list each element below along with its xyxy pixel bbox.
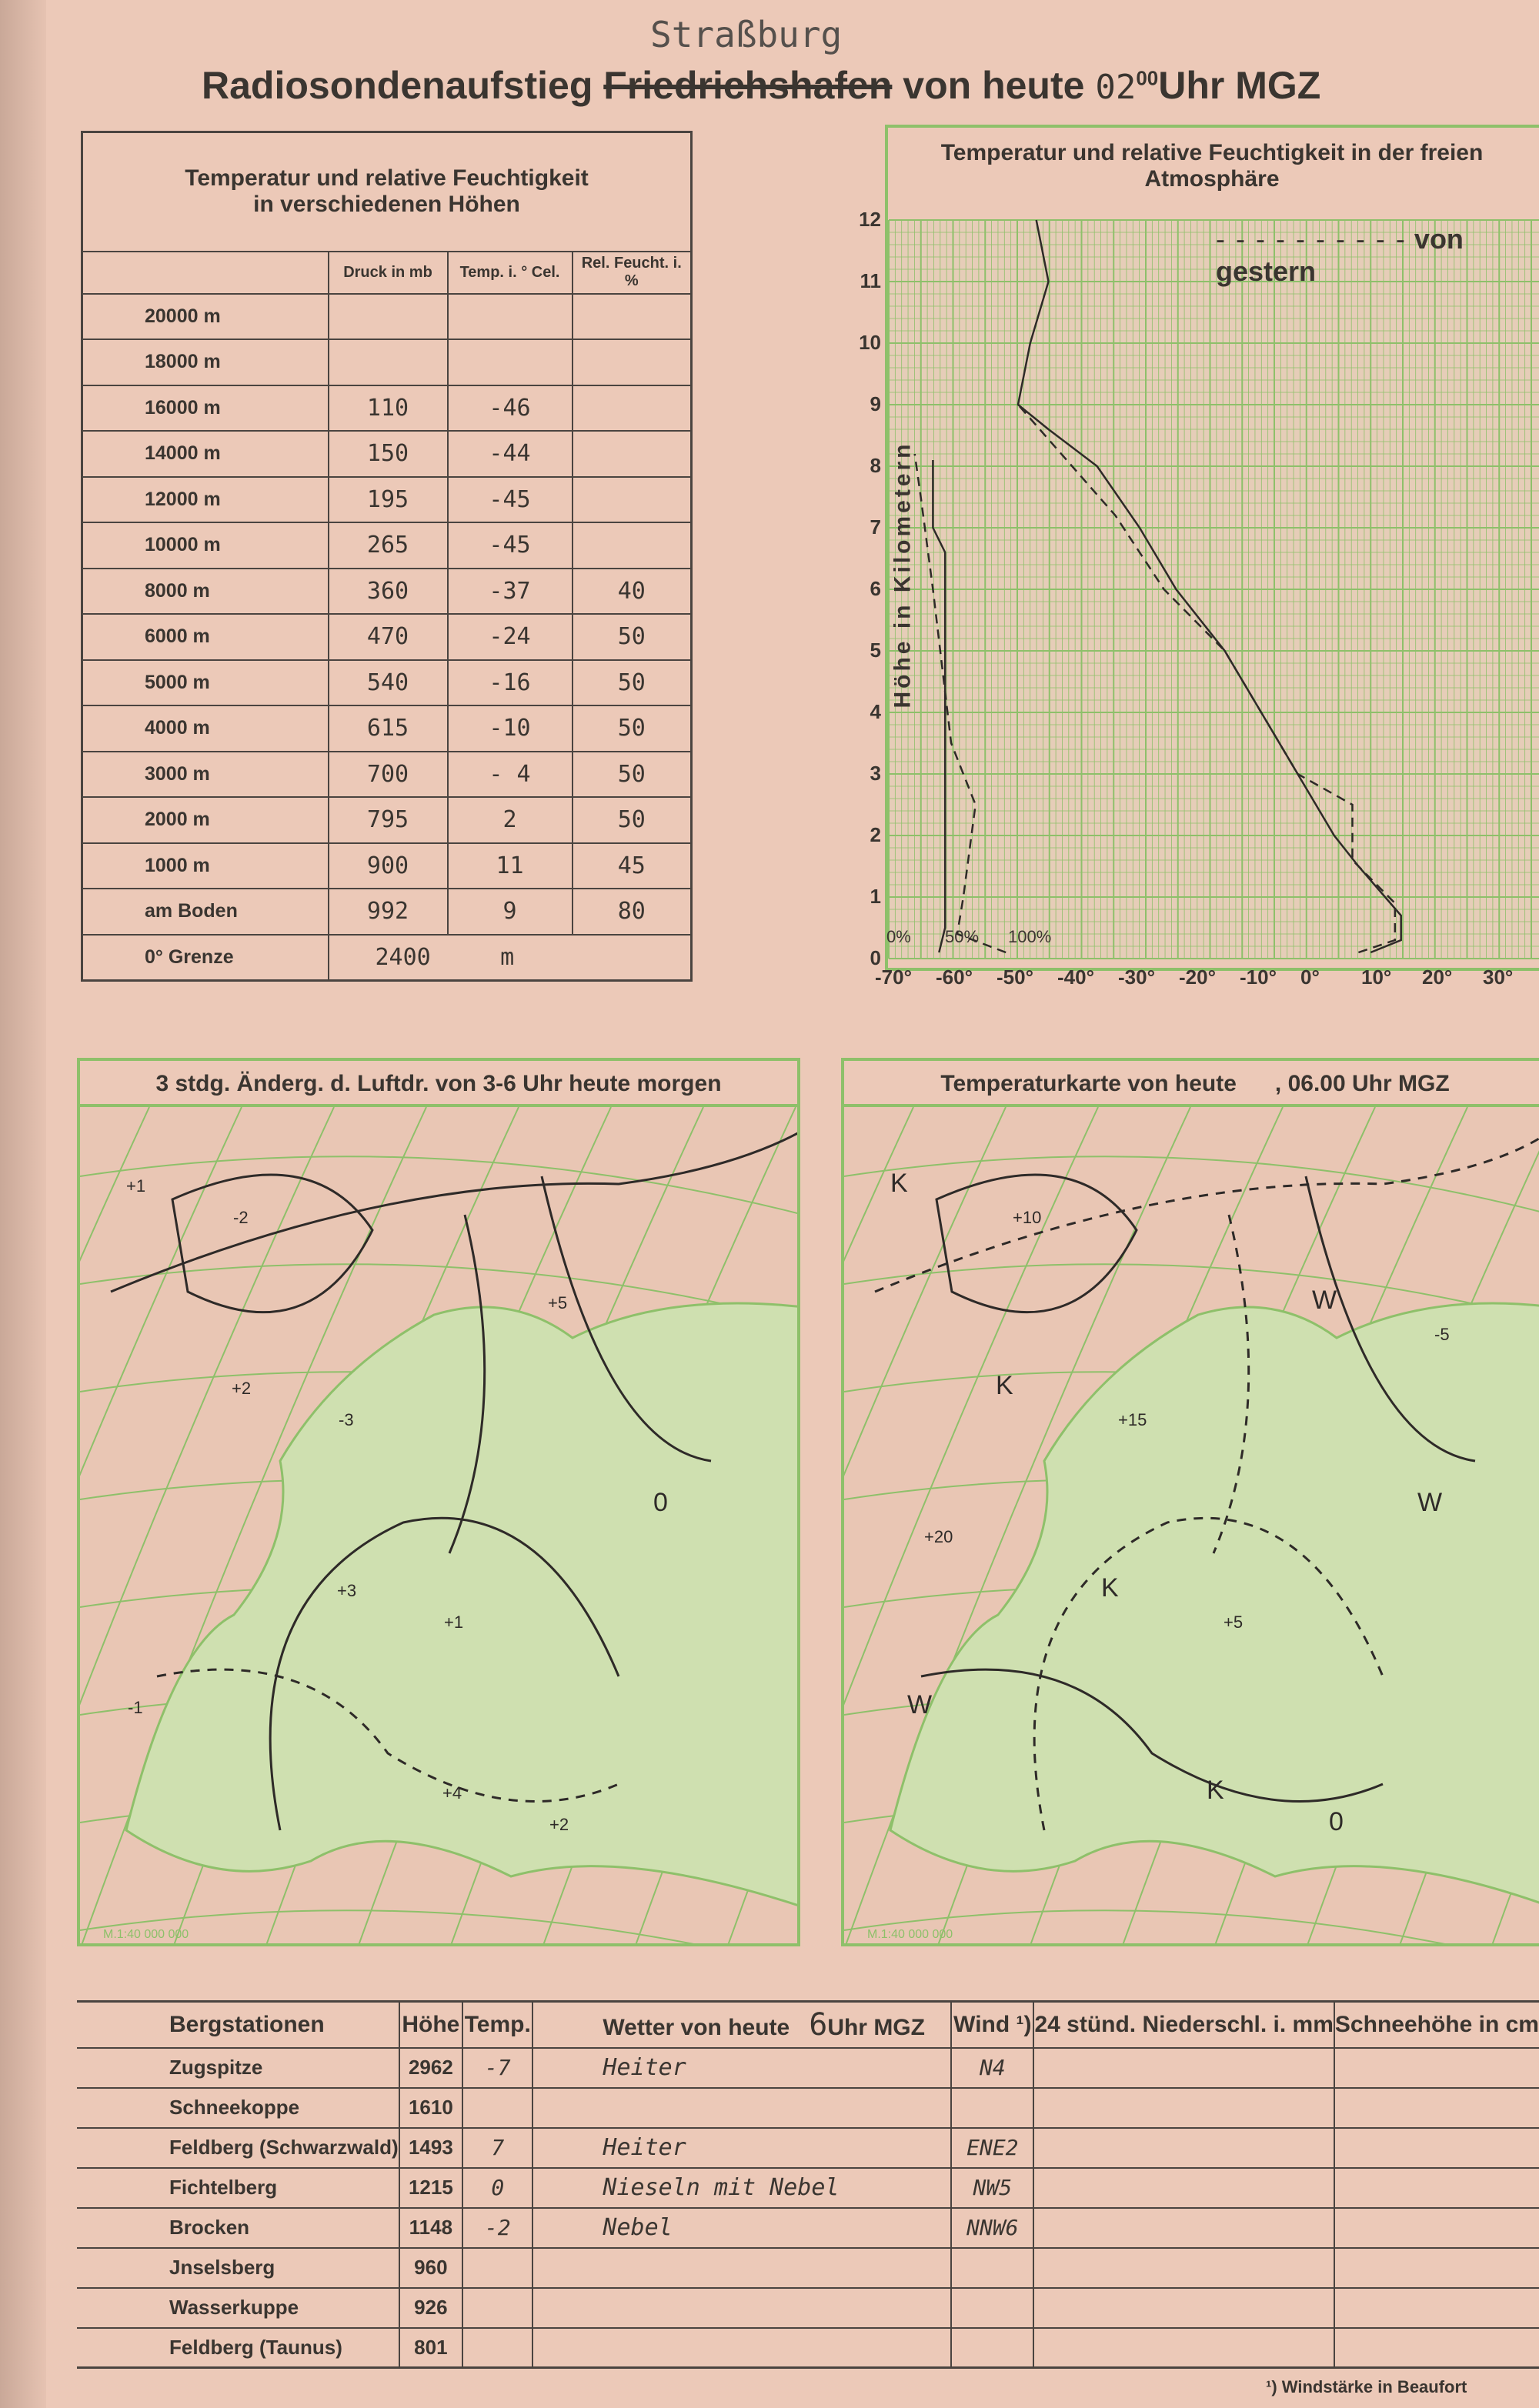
cell-snow bbox=[1334, 2088, 1539, 2128]
cell-height: 6000 m bbox=[82, 614, 329, 660]
col-wind: Wind ¹) bbox=[951, 2002, 1033, 2048]
cell-temp: -45 bbox=[448, 477, 573, 523]
cell-pressure: 992 bbox=[329, 889, 448, 935]
cell-snow bbox=[1334, 2248, 1539, 2288]
col-temp: Temp. bbox=[462, 2002, 532, 2048]
cell-pressure: 470 bbox=[329, 614, 448, 660]
cell-station: Feldberg (Taunus) bbox=[77, 2328, 399, 2368]
legend-label: von gestern bbox=[1216, 223, 1464, 287]
station-row bbox=[77, 2128, 1539, 2168]
cell-pressure: 195 bbox=[329, 477, 448, 523]
pressure-map-drawing bbox=[80, 1061, 800, 1946]
cell-temp: -16 bbox=[448, 660, 573, 706]
col-weather-hour-suffix: Uhr MGZ bbox=[827, 2014, 925, 2040]
station-row bbox=[77, 2208, 1539, 2248]
cell-snow bbox=[1334, 2328, 1539, 2368]
y-tick-label: 3 bbox=[870, 762, 881, 785]
x-tick-label: 20° bbox=[1422, 966, 1453, 989]
parallel-line bbox=[80, 1156, 800, 1215]
x-tick-label: -50° bbox=[997, 966, 1033, 989]
y-tick-label: 12 bbox=[859, 208, 881, 231]
cell-temp: 9 bbox=[448, 889, 573, 935]
land-mass bbox=[890, 1303, 1539, 1907]
cell-pressure: 900 bbox=[329, 843, 448, 889]
cell-station: Feldberg (Schwarzwald) bbox=[77, 2128, 399, 2168]
map-label: +10 bbox=[1013, 1208, 1042, 1227]
map-label: -1 bbox=[128, 1698, 143, 1717]
cell-humidity: 80 bbox=[573, 889, 692, 935]
cell-precip bbox=[1033, 2248, 1334, 2288]
temp-map-title-text: Temperaturkarte von heute bbox=[940, 1071, 1237, 1096]
station-row bbox=[77, 2248, 1539, 2288]
col-weather-hour: 6 bbox=[809, 2006, 828, 2043]
y-tick-label: 6 bbox=[870, 577, 881, 600]
cell-height: 10000 m bbox=[82, 522, 329, 569]
map-label: 0 bbox=[1329, 1807, 1344, 1836]
cell-wind bbox=[951, 2288, 1033, 2328]
cell-height: 1000 m bbox=[82, 843, 329, 889]
parallel-line bbox=[844, 1156, 1539, 1215]
cell-height: 20000 m bbox=[82, 294, 329, 340]
station-row bbox=[77, 2048, 1539, 2088]
map-label: -3 bbox=[339, 1410, 354, 1429]
cell-temp: 11 bbox=[448, 843, 573, 889]
cell-pressure: 360 bbox=[329, 569, 448, 615]
map-label: -5 bbox=[1434, 1325, 1450, 1344]
cell-humidity: 50 bbox=[573, 614, 692, 660]
pressure-map-title: 3 stdg. Änderg. d. Luftdr. von 3-6 Uhr heute morgen bbox=[80, 1061, 797, 1107]
cell-pressure: 110 bbox=[329, 385, 448, 432]
cell-weather bbox=[532, 2248, 951, 2288]
cell-weather bbox=[532, 2328, 951, 2368]
cell-precip bbox=[1033, 2328, 1334, 2368]
station-row bbox=[77, 2328, 1539, 2368]
x-tick-label: -20° bbox=[1179, 966, 1216, 989]
cell-pressure: 540 bbox=[329, 660, 448, 706]
title-suffix: Uhr MGZ bbox=[1158, 64, 1321, 107]
map-label: +5 bbox=[1224, 1613, 1244, 1632]
map-label: +1 bbox=[444, 1613, 464, 1632]
cell-height: 1610 bbox=[399, 2088, 463, 2128]
map-label: +2 bbox=[232, 1379, 252, 1398]
cell-temp bbox=[462, 2088, 532, 2128]
col-height: Höhe bbox=[399, 2002, 463, 2048]
cell-wind bbox=[951, 2088, 1033, 2128]
cell-humidity: 40 bbox=[573, 569, 692, 615]
cell-humidity: 50 bbox=[573, 660, 692, 706]
cell-height: 16000 m bbox=[82, 385, 329, 432]
title-prefix: Radiosondenaufstieg bbox=[202, 64, 593, 107]
cell-wind: ENE2 bbox=[951, 2128, 1033, 2168]
temperature-map-drawing bbox=[844, 1061, 1539, 1946]
map-label: 0 bbox=[653, 1488, 668, 1517]
map-label: -2 bbox=[233, 1208, 249, 1227]
cell-height: 4000 m bbox=[82, 705, 329, 752]
cell-temp: -45 bbox=[448, 522, 573, 569]
cell-temp: 2 bbox=[448, 797, 573, 843]
cell-height: am Boden bbox=[82, 889, 329, 935]
cell-temp: - 4 bbox=[448, 752, 573, 798]
map-label: +15 bbox=[1118, 1410, 1147, 1429]
cell-humidity: 50 bbox=[573, 752, 692, 798]
temperature-map bbox=[841, 1058, 1539, 1946]
y-tick-label: 4 bbox=[870, 700, 881, 723]
cell-pressure: 150 bbox=[329, 431, 448, 477]
col-header-temp: Temp. i. ° Cel. bbox=[448, 252, 573, 294]
cell-height: 926 bbox=[399, 2288, 463, 2328]
caption-line-2: in verschiedenen Höhen bbox=[253, 192, 520, 218]
y-tick-label: 0 bbox=[870, 946, 881, 969]
title-time-sup: 00 bbox=[1136, 66, 1159, 90]
col-header-pressure: Druck in mb bbox=[329, 252, 448, 294]
cell-precip bbox=[1033, 2168, 1334, 2208]
zero-line-label: 0° Grenze bbox=[82, 935, 329, 981]
y-tick-label: 11 bbox=[860, 269, 881, 292]
cell-humidity: 50 bbox=[573, 797, 692, 843]
sounding-chart bbox=[0, 0, 1539, 1016]
land-mass bbox=[126, 1303, 800, 1907]
cell-pressure: 615 bbox=[329, 705, 448, 752]
cell-snow bbox=[1334, 2048, 1539, 2088]
cell-wind bbox=[951, 2328, 1033, 2368]
cell-wind: NNW6 bbox=[951, 2208, 1033, 2248]
cell-temp: -10 bbox=[448, 705, 573, 752]
cell-snow bbox=[1334, 2208, 1539, 2248]
station-row bbox=[77, 2288, 1539, 2328]
map-label: K bbox=[1101, 1573, 1119, 1603]
cell-pressure: 265 bbox=[329, 522, 448, 569]
y-tick-label: 10 bbox=[859, 331, 881, 354]
cell-temp bbox=[462, 2248, 532, 2288]
cell-snow bbox=[1334, 2288, 1539, 2328]
temp-map-time: , 06.00 Uhr MGZ bbox=[1274, 1071, 1450, 1096]
zero-line-value: 2400 bbox=[375, 943, 431, 971]
cell-temp: -44 bbox=[448, 431, 573, 477]
cell-height: 3000 m bbox=[82, 752, 329, 798]
cell-temp: -37 bbox=[448, 569, 573, 615]
cell-precip bbox=[1033, 2128, 1334, 2168]
cell-precip bbox=[1033, 2088, 1334, 2128]
map-label: W bbox=[1312, 1286, 1337, 1315]
zero-line-unit: m bbox=[500, 943, 515, 971]
cell-height: 5000 m bbox=[82, 660, 329, 706]
cell-station: Brocken bbox=[77, 2208, 399, 2248]
title-mid: von heute bbox=[903, 64, 1085, 107]
cell-station: Schneekoppe bbox=[77, 2088, 399, 2128]
x-tick-label: -30° bbox=[1118, 966, 1155, 989]
legend-dash-sample: - - - - - - - - - - bbox=[1216, 223, 1407, 255]
map-scale: M.1:40 000 000 bbox=[867, 1928, 953, 1941]
cell-precip bbox=[1033, 2288, 1334, 2328]
y-tick-label: 2 bbox=[870, 823, 881, 846]
x-tick-label: 0° bbox=[1300, 966, 1320, 989]
humidity-scale-label: 100% bbox=[1008, 927, 1052, 946]
map-scale: M.1:40 000 000 bbox=[103, 1928, 189, 1941]
station-row bbox=[77, 2168, 1539, 2208]
cell-temp bbox=[462, 2288, 532, 2328]
cell-wind: N4 bbox=[951, 2048, 1033, 2088]
map-label: +20 bbox=[924, 1527, 953, 1546]
cell-temp: -7 bbox=[462, 2048, 532, 2088]
y-axis-label: Höhe in Kilometern bbox=[890, 441, 916, 709]
cell-temp: 7 bbox=[462, 2128, 532, 2168]
cell-weather: Heiter bbox=[532, 2128, 951, 2168]
map-label: K bbox=[996, 1371, 1013, 1400]
y-tick-label: 8 bbox=[870, 454, 881, 477]
cell-height: 2000 m bbox=[82, 797, 329, 843]
cell-weather: Nebel bbox=[532, 2208, 951, 2248]
cell-height: 14000 m bbox=[82, 431, 329, 477]
cell-station: Zugspitze bbox=[77, 2048, 399, 2088]
cell-temp: -46 bbox=[448, 385, 573, 432]
struck-station: Friedrichshafen bbox=[603, 64, 893, 107]
humidity-scale-label: 0% bbox=[886, 927, 911, 946]
col-weather-label: Wetter von heute bbox=[603, 2014, 790, 2040]
cell-precip bbox=[1033, 2048, 1334, 2088]
chart-legend bbox=[1216, 223, 1539, 288]
station-row bbox=[77, 2088, 1539, 2128]
caption-line-1: Temperatur und relative Feuchtigkeit bbox=[185, 165, 589, 192]
map-label: W bbox=[907, 1690, 933, 1719]
cell-humidity: 50 bbox=[573, 705, 692, 752]
map-label: K bbox=[1207, 1776, 1224, 1805]
cell-height: 12000 m bbox=[82, 477, 329, 523]
mountain-stations-table bbox=[77, 2000, 1539, 2369]
x-tick-label: 10° bbox=[1361, 966, 1392, 989]
cell-precip bbox=[1033, 2208, 1334, 2248]
cell-height: 960 bbox=[399, 2248, 463, 2288]
humidity-scale-label: 50% bbox=[945, 927, 980, 946]
chart-title-text: Temperatur und relative Feuchtigkeit in der freien Atmosphäre bbox=[940, 140, 1484, 192]
col-header-humidity: Rel. Feucht. i. % bbox=[573, 252, 692, 294]
cell-wind: NW5 bbox=[951, 2168, 1033, 2208]
cell-pressure: 700 bbox=[329, 752, 448, 798]
cell-station: Wasserkuppe bbox=[77, 2288, 399, 2328]
map-label: +5 bbox=[548, 1293, 568, 1312]
cell-pressure: 795 bbox=[329, 797, 448, 843]
cell-height: 18000 m bbox=[82, 339, 329, 385]
map-label: +4 bbox=[442, 1783, 462, 1803]
title-time: 02 bbox=[1095, 68, 1137, 107]
cell-temp bbox=[462, 2328, 532, 2368]
col-snow: Schneehöhe in cm bbox=[1334, 2002, 1539, 2048]
cell-weather bbox=[532, 2288, 951, 2328]
map-label: +2 bbox=[549, 1815, 569, 1834]
x-tick-label: -70° bbox=[875, 966, 912, 989]
cell-snow bbox=[1334, 2168, 1539, 2208]
cell-height: 1215 bbox=[399, 2168, 463, 2208]
cell-height: 8000 m bbox=[82, 569, 329, 615]
cell-snow bbox=[1334, 2128, 1539, 2168]
cell-temp: -24 bbox=[448, 614, 573, 660]
col-precip: 24 stünd. Niederschl. i. mm bbox=[1033, 2002, 1334, 2048]
cell-height: 1148 bbox=[399, 2208, 463, 2248]
cell-station: Jnselsberg bbox=[77, 2248, 399, 2288]
x-tick-label: -10° bbox=[1240, 966, 1277, 989]
map-label: +3 bbox=[337, 1581, 357, 1600]
cell-humidity: 45 bbox=[573, 843, 692, 889]
y-tick-label: 5 bbox=[870, 639, 881, 662]
map-label: K bbox=[890, 1169, 908, 1198]
map-label: W bbox=[1417, 1488, 1443, 1517]
x-tick-label: 30° bbox=[1483, 966, 1514, 989]
cell-height: 801 bbox=[399, 2328, 463, 2368]
map-label: +1 bbox=[126, 1176, 146, 1196]
col-station: Bergstationen bbox=[77, 2002, 399, 2048]
y-tick-label: 9 bbox=[870, 392, 881, 415]
y-tick-label: 1 bbox=[870, 885, 881, 908]
cell-height: 2962 bbox=[399, 2048, 463, 2088]
temperature-map-title bbox=[844, 1061, 1539, 1107]
cell-station: Fichtelberg bbox=[77, 2168, 399, 2208]
cell-weather bbox=[532, 2088, 951, 2128]
x-tick-label: -60° bbox=[936, 966, 973, 989]
cell-weather: Heiter bbox=[532, 2048, 951, 2088]
cell-temp: 0 bbox=[462, 2168, 532, 2208]
cell-wind bbox=[951, 2248, 1033, 2288]
handwritten-station: Straßburg bbox=[650, 14, 843, 55]
footnote: ¹) Windstärke in Beaufort bbox=[1266, 2377, 1467, 2396]
cell-temp: -2 bbox=[462, 2208, 532, 2248]
col-weather bbox=[532, 2002, 951, 2048]
cell-height: 1493 bbox=[399, 2128, 463, 2168]
cell-weather: Nieseln mit Nebel bbox=[532, 2168, 951, 2208]
pressure-change-map bbox=[77, 1058, 800, 1946]
x-tick-label: -40° bbox=[1057, 966, 1094, 989]
y-tick-label: 7 bbox=[870, 515, 881, 539]
